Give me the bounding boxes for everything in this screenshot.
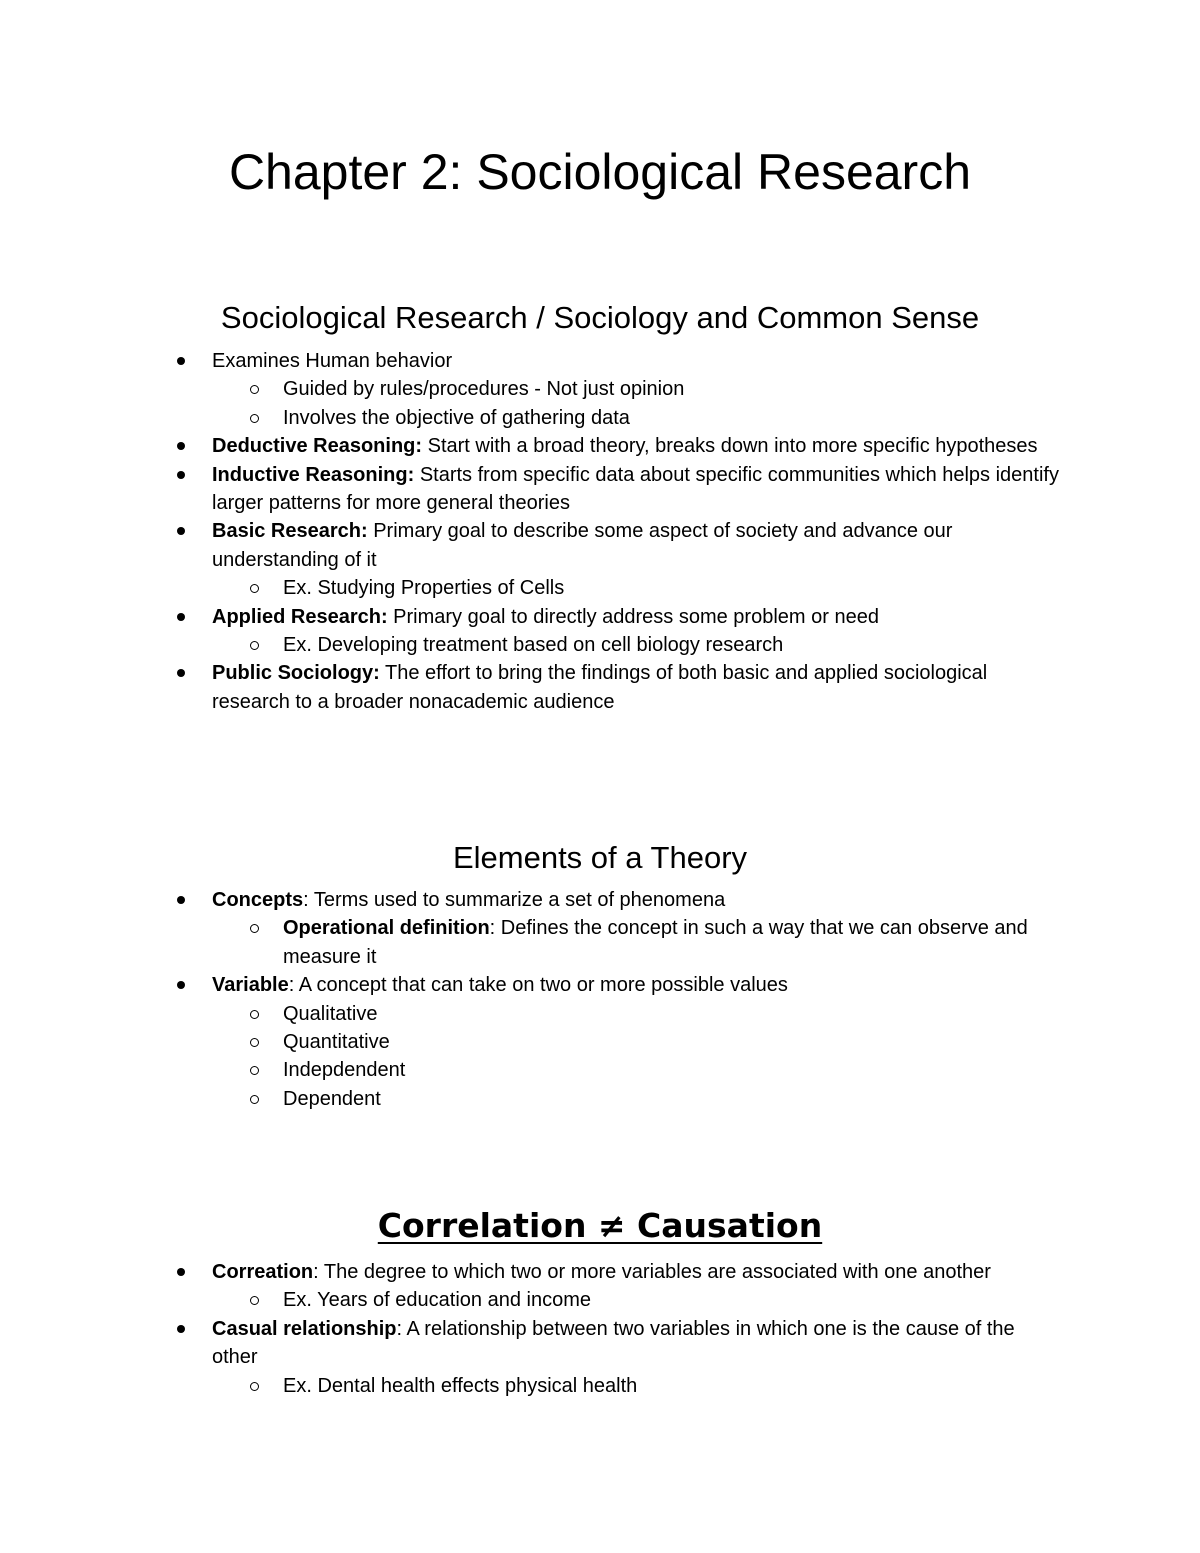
item-term: Applied Research: bbox=[212, 605, 388, 628]
list-item bbox=[0, 1056, 1063, 1084]
list-item bbox=[0, 1258, 1062, 1286]
item-text: Ex. Studying Properties of Cells bbox=[283, 577, 565, 600]
filled-bullet-icon bbox=[177, 613, 185, 621]
section-heading-theory: Elements of a Theory bbox=[452, 840, 748, 875]
list-item bbox=[0, 404, 1063, 432]
theory-list bbox=[0, 886, 1200, 1113]
item-text: Dependent bbox=[283, 1087, 381, 1110]
hollow-bullet-icon bbox=[250, 1066, 259, 1075]
hollow-bullet-icon bbox=[250, 1296, 259, 1305]
item-text: Examines Human behavior bbox=[212, 350, 453, 372]
filled-bullet-icon bbox=[177, 357, 185, 365]
hollow-bullet-icon bbox=[250, 1038, 259, 1047]
list-item bbox=[0, 375, 1063, 403]
item-term: Variable bbox=[212, 974, 289, 997]
item-text: The degree to which two or more variables are associated with one another bbox=[323, 1261, 991, 1283]
item-text: Starts from specific data about specific communities which helps identify larger patterns for more general theories bbox=[212, 463, 1059, 515]
item-term: Correation bbox=[212, 1261, 314, 1283]
hollow-bullet-icon bbox=[250, 1010, 259, 1019]
filled-bullet-icon bbox=[177, 669, 185, 677]
list-item bbox=[0, 517, 1062, 574]
list-item bbox=[0, 659, 1062, 716]
item-term: Basic Research: bbox=[212, 520, 368, 543]
hollow-bullet-icon bbox=[250, 1095, 259, 1104]
list-item bbox=[0, 432, 1062, 460]
list-item bbox=[0, 914, 1063, 971]
list-item bbox=[0, 1085, 1063, 1113]
item-term: Deductive Reasoning: bbox=[212, 435, 423, 458]
item-text: Guided by rules/procedures - Not just opinion bbox=[283, 378, 685, 401]
item-text: Ex. Dental health effects physical health bbox=[283, 1374, 638, 1397]
term-separator: : bbox=[489, 917, 501, 940]
list-item bbox=[0, 1028, 1063, 1056]
term-separator: : bbox=[288, 974, 299, 997]
item-term: Public Sociology: bbox=[212, 662, 380, 685]
filled-bullet-icon bbox=[177, 1268, 185, 1276]
list-item bbox=[0, 971, 1062, 999]
filled-bullet-icon bbox=[177, 471, 185, 479]
filled-bullet-icon bbox=[177, 981, 185, 989]
correlation-list bbox=[0, 1258, 1200, 1400]
item-text: Primary goal to describe some aspect of society and advance our understanding of it bbox=[212, 520, 953, 571]
filled-bullet-icon bbox=[177, 896, 185, 904]
item-text: Ex. Developing treatment based on cell biology research bbox=[283, 634, 784, 657]
hollow-bullet-icon bbox=[250, 924, 259, 933]
item-text: Primary goal to directly address some problem or need bbox=[393, 605, 879, 628]
list-item bbox=[0, 1315, 1062, 1372]
item-text: A relationship between two variables in which one is the cause of the other bbox=[212, 1317, 1015, 1369]
section-heading-research: Sociological Research / Sociology and Common Sense bbox=[220, 300, 980, 335]
list-item bbox=[0, 1372, 1063, 1400]
list-item bbox=[0, 1000, 1063, 1028]
hollow-bullet-icon bbox=[250, 414, 259, 423]
filled-bullet-icon bbox=[177, 442, 185, 450]
hollow-bullet-icon bbox=[250, 1382, 259, 1391]
term-separator: : bbox=[303, 889, 314, 911]
item-text: Quantitative bbox=[283, 1031, 390, 1054]
list-item bbox=[0, 347, 1062, 375]
item-text: Involves the objective of gathering data bbox=[283, 406, 630, 429]
hollow-bullet-icon bbox=[250, 385, 259, 394]
list-item bbox=[0, 574, 1063, 602]
item-text: A concept that can take on two or more possible values bbox=[298, 974, 788, 997]
item-term: Operational definition bbox=[283, 917, 490, 940]
research-list bbox=[0, 347, 1200, 716]
section-heading-correlation: Correlation ≠ Causation bbox=[377, 1206, 823, 1245]
list-item bbox=[0, 631, 1063, 659]
hollow-bullet-icon bbox=[250, 584, 259, 593]
list-item bbox=[0, 461, 1062, 518]
term-separator: : bbox=[313, 1261, 324, 1283]
page-title: Chapter 2: Sociological Research bbox=[228, 144, 972, 200]
item-term: Casual relationship bbox=[212, 1317, 397, 1340]
filled-bullet-icon bbox=[177, 527, 185, 535]
item-text: Defines the concept in such a way that we can observe and measure it bbox=[283, 917, 1028, 968]
list-item bbox=[0, 1286, 1063, 1314]
term-separator: : bbox=[396, 1317, 407, 1340]
item-text: Indepdendent bbox=[283, 1059, 406, 1082]
item-text: Start with a broad theory, breaks down into more specific hypotheses bbox=[427, 435, 1038, 458]
item-text: The effort to bring the findings of both basic and applied sociological research to a broader nonacademic audience bbox=[212, 662, 988, 713]
item-text: Terms used to summarize a set of phenomena bbox=[313, 889, 726, 911]
filled-bullet-icon bbox=[177, 1325, 185, 1333]
list-item bbox=[0, 886, 1062, 914]
item-term: Inductive Reasoning: bbox=[212, 463, 415, 486]
hollow-bullet-icon bbox=[250, 641, 259, 650]
item-term: Concepts bbox=[212, 889, 304, 911]
item-text: Qualitative bbox=[283, 1002, 378, 1025]
item-text: Ex. Years of education and income bbox=[283, 1289, 591, 1312]
list-item bbox=[0, 603, 1062, 631]
